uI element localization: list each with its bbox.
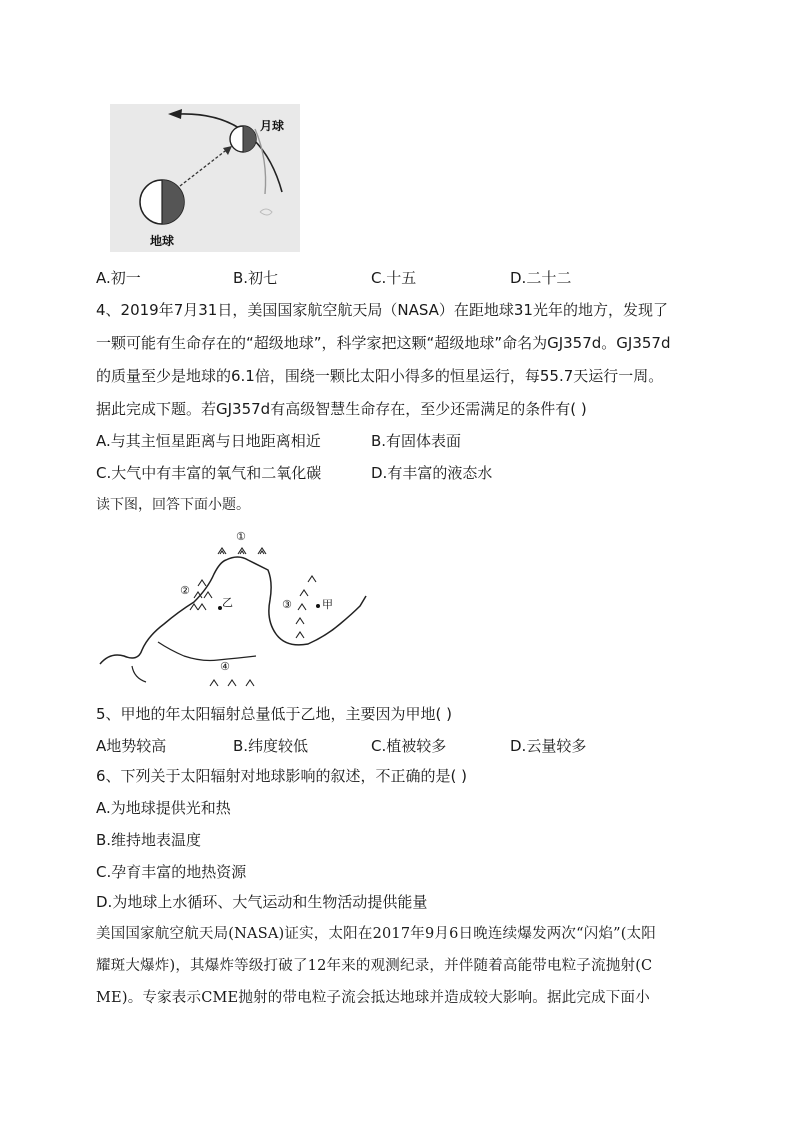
q5-option-d: D.云量较多 — [510, 737, 587, 755]
earth-label: 地球 — [150, 234, 175, 248]
q5-option-a: A地势较高 — [96, 737, 167, 755]
q4-option-b: B.有固体表面 — [371, 432, 462, 450]
inner-coast — [158, 642, 256, 661]
label-region-2: ② — [180, 584, 190, 597]
earth-moon-diagram — [110, 104, 300, 252]
moon-label: 月球 — [260, 119, 285, 133]
q4-line-4: 据此完成下题。若GJ357d有高级智慧生命存在，至少还需满足的条件有( ) — [96, 400, 587, 418]
q4-line-2: 一颗可能有生命存在的“超级地球”，科学家把这颗“超级地球”命名为GJ357d。GJ357d — [96, 334, 671, 352]
q6-option-c: C.孕育丰富的地热资源 — [96, 863, 247, 881]
q4-option-a: A.与其主恒星距离与日地距离相近 — [96, 432, 321, 450]
label-jia: 甲 — [322, 598, 333, 611]
coast-map-diagram — [98, 524, 370, 694]
q3-option-b: B.初七 — [233, 269, 279, 287]
q4-option-c: C.大气中有丰富的氧气和二氧化碳 — [96, 464, 322, 482]
q5-text: 5、甲地的年太阳辐射总量低于乙地，主要因为甲地( ) — [96, 705, 453, 723]
label-region-3: ③ — [282, 598, 292, 611]
q6-text: 6、下列关于太阳辐射对地球影响的叙述，不正确的是( ) — [96, 767, 468, 785]
q5-option-c: C.植被较多 — [371, 737, 447, 755]
passage-line-2: 耀斑大爆炸)，其爆炸等级打破了12年来的观测纪录，并伴随着高能带电粒子流抛射(C — [96, 958, 653, 974]
map-intro: 读下图，回答下面小题。 — [96, 497, 250, 513]
q4-line-3: 的质量至少是地球的6.1倍，围绕一颗比太阳小得多的恒星运行，每55.7天运行一周。 — [96, 367, 664, 385]
q6-option-a: A.为地球提供光和热 — [96, 799, 231, 817]
q6-option-d: D.为地球上水循环、大气运动和生物活动提供能量 — [96, 893, 428, 911]
label-region-1: ① — [236, 530, 246, 543]
label-yi: 乙 — [222, 596, 233, 609]
q6-option-b: B.维持地表温度 — [96, 831, 202, 849]
mountain-symbols — [190, 548, 316, 686]
q4-option-d: D.有丰富的液态水 — [371, 464, 493, 482]
passage-line-1: 美国国家航空航天局(NASA)证实，太阳在2017年9月6日晚连续爆发两次“闪焰”(太阳 — [96, 926, 657, 942]
q5-option-b: B.纬度较低 — [233, 737, 309, 755]
passage-line-3: ME)。专家表示CME抛射的带电粒子流会抵达地球并造成较大影响。据此完成下面小 — [96, 990, 650, 1006]
q3-option-d: D.二十二 — [510, 269, 572, 287]
q4-line-1: 4、2019年7月31日，美国国家航空航天局（NASA）在距地球31光年的地方，发现了 — [96, 301, 668, 319]
label-region-4: ④ — [220, 660, 230, 673]
q3-option-a: A.初一 — [96, 269, 141, 287]
q3-option-c: C.十五 — [371, 269, 417, 287]
